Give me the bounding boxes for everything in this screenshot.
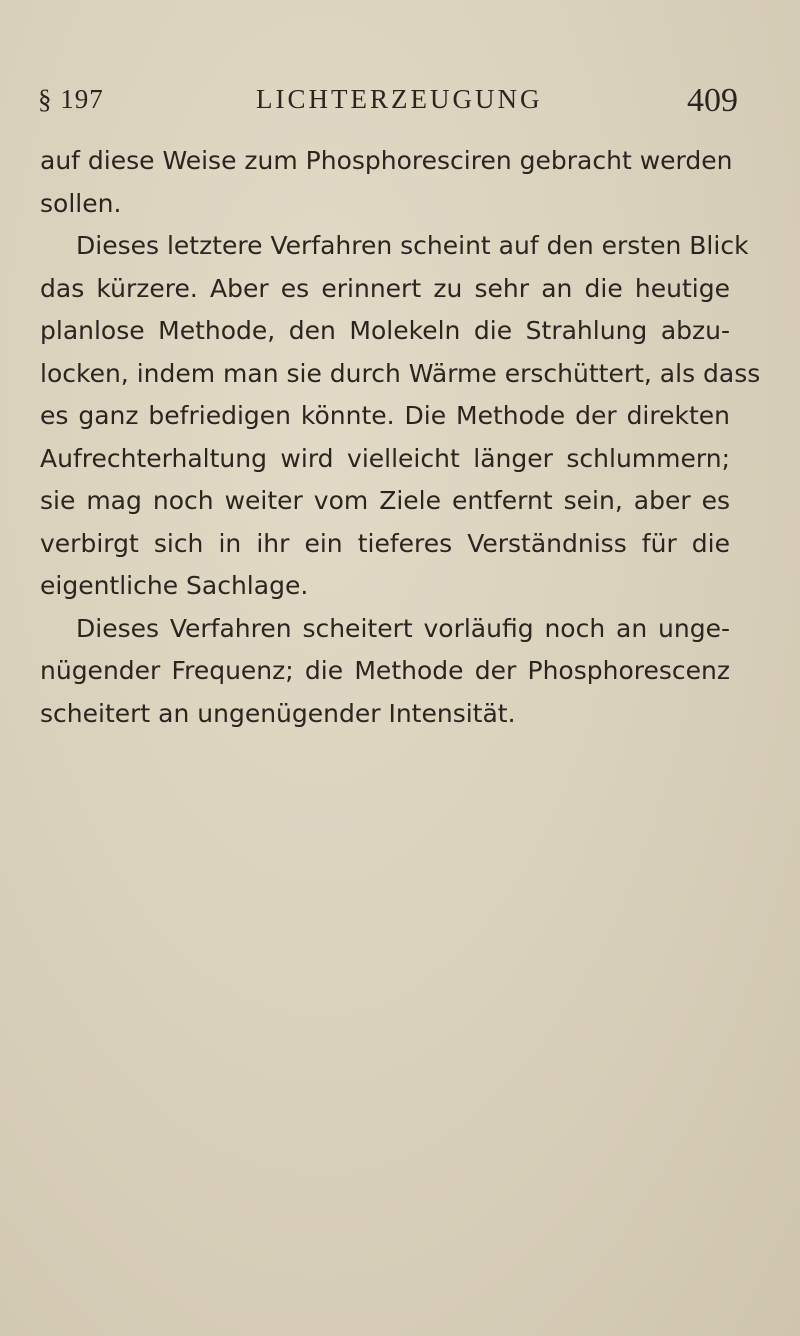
text-line: nügender Frequenz; die Methode der Phosphorescenz — [40, 656, 730, 685]
section-number: § 197 — [38, 84, 104, 114]
text-line: auf diese Weise zum Phosphoresciren gebracht werden — [40, 146, 733, 175]
text-line: eigentliche Sachlage. — [40, 571, 309, 600]
text-line: sie mag noch weiter vom Ziele entfernt sein, aber es — [40, 486, 730, 515]
text-line: scheitert an ungenügender Intensität. — [40, 698, 516, 728]
page-number: 409 — [687, 82, 738, 119]
text-line: Dieses Verfahren scheitert vorläufig noch an unge- — [76, 613, 730, 643]
running-header — [38, 74, 738, 118]
text-line: sollen. — [40, 188, 122, 218]
text-line: Dieses letztere Verfahren scheint auf den ersten Blick — [76, 231, 749, 260]
text-line: Aufrechterhaltung wird vielleicht länger schlummern; — [40, 443, 730, 473]
text-line: planlose Methode, den Molekeln die Strahlung abzu- — [40, 316, 730, 345]
body-text — [40, 140, 761, 735]
text-line: locken, indem man sie durch Wärme erschüttert, als dass — [40, 358, 761, 388]
text-line: das kürzere. Aber es erinnert zu sehr an die heutige — [40, 273, 730, 303]
text-line: es ganz befriedigen könnte. Die Methode der direkten — [40, 401, 730, 430]
text-line: verbirgt sich in ihr ein tieferes Verständniss für die — [40, 528, 730, 558]
running-title: LICHTERZEUGUNG — [256, 84, 543, 114]
